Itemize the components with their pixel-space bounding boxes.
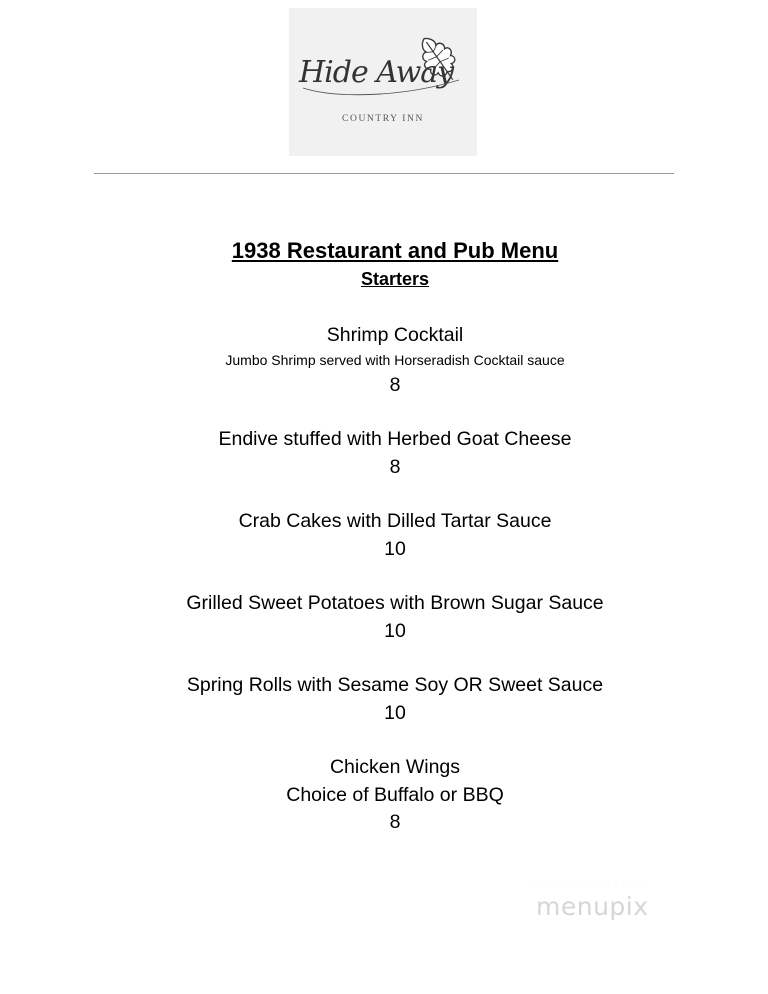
logo-script-text: Hide Away — [299, 55, 454, 90]
item-price: 10 — [384, 619, 406, 642]
menu-item — [0, 754, 768, 837]
menu-item — [0, 426, 768, 481]
hideaway-logo-graphic — [289, 8, 477, 156]
section-title: Starters — [360, 269, 430, 289]
menu-item — [0, 672, 768, 727]
watermark — [520, 872, 690, 932]
watermark-text: menupix — [536, 892, 649, 921]
menu-item — [0, 590, 768, 645]
item-price: 8 — [389, 455, 401, 478]
item-name: Endive stuffed with Herbed Goat Cheese — [218, 428, 572, 450]
item-price: 8 — [389, 373, 401, 396]
logo — [289, 8, 477, 156]
item-description: Jumbo Shrimp served with Horseradish Cocktail sauce — [225, 351, 565, 368]
item-name: Crab Cakes with Dilled Tartar Sauce — [238, 510, 552, 532]
item-price: 10 — [384, 701, 406, 724]
header-divider — [94, 173, 674, 174]
item-name: Spring Rolls with Sesame Soy OR Sweet Sauce — [186, 674, 604, 696]
menu-title: 1938 Restaurant and Pub Menu — [231, 238, 559, 263]
menu-item — [0, 322, 768, 399]
item-name: Grilled Sweet Potatoes with Brown Sugar Sauce — [186, 592, 604, 614]
item-price: 8 — [389, 811, 401, 833]
watermark-dots: · · · · · · · · · · · · · · · · — [532, 878, 649, 888]
item-name: Chicken Wings — [329, 756, 461, 778]
menu-content — [0, 236, 768, 864]
item-name: Shrimp Cocktail — [326, 324, 464, 346]
item-note: Choice of Buffalo or BBQ — [286, 783, 504, 806]
item-price: 10 — [384, 537, 406, 560]
menu-item — [0, 508, 768, 563]
logo-tagline: COUNTRY INN — [342, 114, 424, 124]
